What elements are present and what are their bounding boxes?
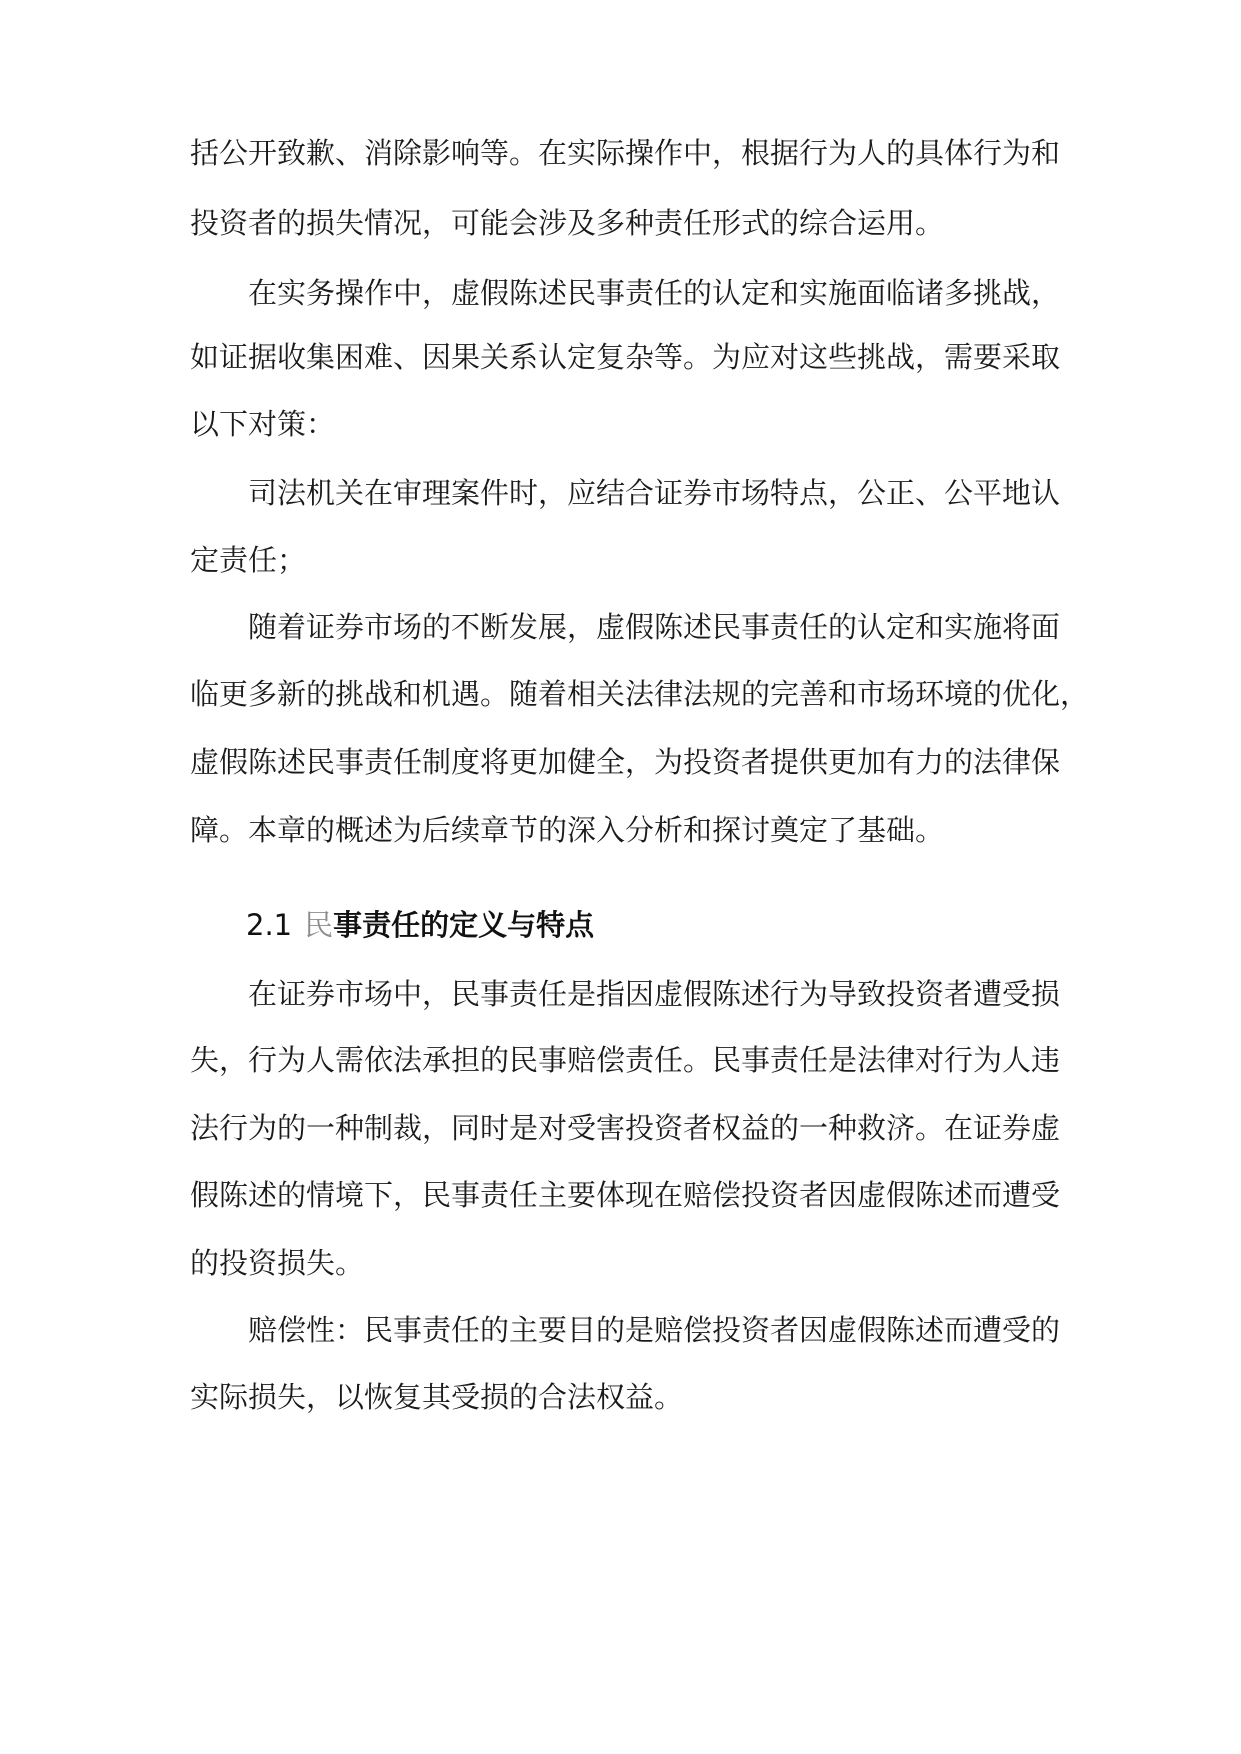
body-line: 实际损失，以恢复其受损的合法权益。 — [190, 1380, 684, 1414]
body-line: 法行为的一种制裁，同时是对受害投资者权益的一种救济。在证券虚 — [190, 1111, 1061, 1145]
section-heading-text: 事责任的定义与特点 — [333, 908, 595, 942]
body-line: 司法机关在审理案件时，应结合证券市场特点，公正、公平地认 — [248, 476, 1061, 510]
body-line: 临更多新的挑战和机遇。随着相关法律法规的完善和市场环境的优化， — [190, 677, 1090, 711]
body-line: 虚假陈述民事责任制度将更加健全，为投资者提供更加有力的法律保 — [190, 745, 1061, 779]
body-line: 定责任； — [190, 543, 307, 577]
body-line: 赔偿性：民事责任的主要目的是赔偿投资者因虚假陈述而遭受的 — [248, 1313, 1061, 1347]
body-line: 失，行为人需依法承担的民事赔偿责任。民事责任是法律对行为人违 — [190, 1043, 1061, 1077]
body-line: 在证券市场中，民事责任是指因虚假陈述行为导致投资者遭受损 — [248, 977, 1061, 1011]
section-number: 2.1 — [246, 908, 293, 942]
section-heading-first-char: 民 — [304, 908, 334, 942]
body-line: 随着证券市场的不断发展，虚假陈述民事责任的认定和实施将面 — [248, 610, 1061, 644]
body-line: 障。本章的概述为后续章节的深入分析和探讨奠定了基础。 — [190, 813, 945, 847]
body-line: 括公开致歉、消除影响等。在实际操作中，根据行为人的具体行为和 — [190, 136, 1061, 170]
body-line: 以下对策： — [190, 407, 336, 441]
body-line: 如证据收集困难、因果关系认定复杂等。为应对这些挑战，需要采取 — [190, 340, 1061, 374]
body-line: 假陈述的情境下，民事责任主要体现在赔偿投资者因虚假陈述而遭受 — [190, 1178, 1061, 1212]
body-line: 投资者的损失情况，可能会涉及多种责任形式的综合运用。 — [190, 206, 945, 240]
body-line: 在实务操作中，虚假陈述民事责任的认定和实施面临诸多挑战， — [248, 276, 1061, 310]
section-heading — [246, 898, 1046, 952]
body-line: 的投资损失。 — [190, 1246, 365, 1280]
